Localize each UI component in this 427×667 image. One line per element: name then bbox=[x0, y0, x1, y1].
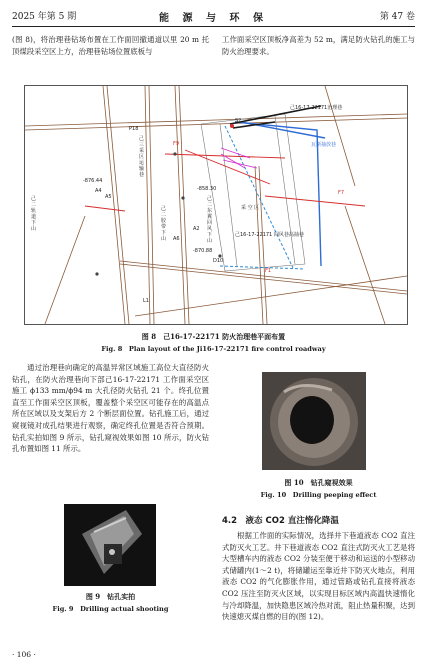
label-left-entry: 己二轨道下山 bbox=[31, 196, 37, 232]
label-a4: A4 bbox=[95, 188, 102, 194]
label-s2: S2 bbox=[235, 118, 242, 124]
section-heading: 4.2 液态 CO2 直注惰化降温 bbox=[222, 516, 339, 526]
journal-title: 能 源 与 环 保 bbox=[159, 13, 268, 24]
label-goaf: 采 空 区 bbox=[241, 205, 260, 211]
drill-site-marker bbox=[230, 124, 234, 128]
figure-8-caption: 图 8 己16-17-22171 防火治理巷平面布置 bbox=[141, 332, 286, 341]
label-elevation-3: -870.88 bbox=[193, 248, 213, 254]
running-header bbox=[12, 6, 415, 27]
roadway-plan-map bbox=[25, 86, 407, 324]
figure-9-caption-en: Fig. 9 Drilling actual shooting bbox=[52, 605, 169, 613]
label-elevation-2: -858.30 bbox=[197, 186, 217, 192]
label-a6: A6 bbox=[173, 236, 180, 242]
label-d10: D10 bbox=[213, 258, 224, 264]
figure-8-frame bbox=[24, 85, 408, 325]
figure-8-caption-en: Fig. 8 Plan layout of the Ji16-17-22171 fire control roadway bbox=[101, 345, 326, 353]
figure-10-caption-en: Fig. 10 Drilling peeping effect bbox=[260, 491, 377, 499]
figure-9-photo bbox=[64, 504, 156, 586]
figure-10-photo bbox=[262, 372, 366, 470]
label-right-entry: 己三采区运输巷 bbox=[139, 136, 145, 178]
top-right-paragraph: 工作面采空区顶板净高差为 52 m，满足防火钻孔的施工与防火治理要求。 bbox=[222, 35, 415, 56]
label-l1: L1 bbox=[143, 298, 149, 304]
top-left-paragraph: (图 8)，将治理巷钻场布置在工作面回撤通道以里 20 m 托顶煤段采空区上方，治理巷钻场位置底板与 bbox=[12, 35, 209, 56]
label-p18: P18 bbox=[129, 126, 139, 132]
label-a5: A5 bbox=[105, 194, 112, 200]
issue-label: 2025 年第 5 期 bbox=[12, 12, 77, 22]
volume-label: 第 47 卷 bbox=[379, 12, 415, 22]
label-gas-roadway: 瓦斯抽放巷 bbox=[311, 142, 337, 148]
label-f9: F9 bbox=[173, 141, 180, 147]
label-f7: F7 bbox=[338, 190, 345, 196]
label-elevation-1: -876.44 bbox=[83, 178, 103, 184]
body-left-paragraph: 通过治理巷向确定的高温异常区域施工高位大直径防火钻孔，在防火治理巷向下部己16-17-22171 工作面采空区施工 ϕ133 mm/ϕ94 m 大孔径防火钻孔 21 个。终孔位置直至工作面采空区顶板，覆盖整个采空区可能存在的高温点所在区域以及支架后方 2 个断层面位置。钻孔施工后，通过窥视镜对成孔结果进行观察，确定终孔位置是否符合预期。钻孔实拍如图 9 所示，钻孔窥视效果如图 10 所示，防火钻孔布置如图 11 所示。 bbox=[12, 363, 209, 454]
label-rail-entry: 己二胶带下山 bbox=[161, 206, 167, 242]
figure-10-caption: 图 10 钻孔窥视效果 bbox=[284, 478, 353, 487]
label-control-roadway: 己16-17-22171治理巷 bbox=[290, 105, 343, 111]
page-number: · 106 · bbox=[12, 650, 36, 659]
figure-9-caption: 图 9 钻孔实拍 bbox=[85, 592, 136, 601]
label-a2: A2 bbox=[193, 226, 200, 232]
label-f1: F1 bbox=[265, 268, 272, 274]
body-right-paragraph: 根据工作面的实际情况，选择井下巷道液态 CO2 直注式防灭火工艺。井下巷道液态 CO2 直注式防灭火工艺是将大型槽车内的液态 CO2 分装至便于移动和运送的小型移动式储罐内(1～2 t)，将储罐运至靠近井下防灭火地点，利用液态 CO2 的气化膨胀作用，通过管路或钻孔直接将液态 CO2 压注至防灭火区域，以实现目标区域内高温快速惰化与冷却降温，加快隐患区域冷热对流，阻止热量积聚，达到快速熄灭煤自燃的目的(图 12)。 bbox=[222, 531, 415, 622]
label-return-entry: 己二东翼回风下山 bbox=[207, 196, 213, 244]
label-return-roadway: 己16-17-22171 回风巷高抽巷 bbox=[235, 232, 304, 238]
